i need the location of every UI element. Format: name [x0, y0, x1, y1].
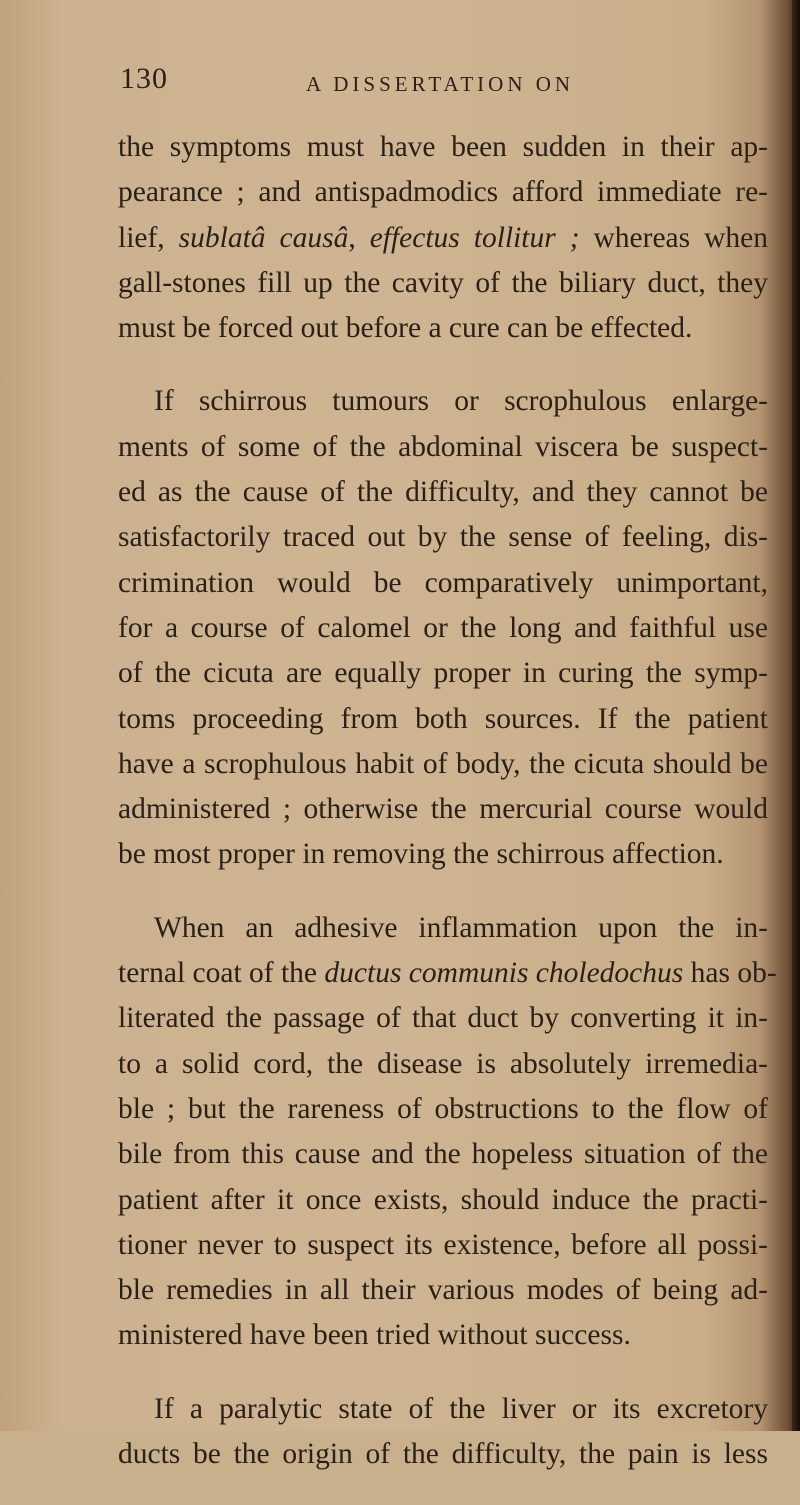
text-run: , — [348, 221, 370, 254]
text-line: ed as the cause of the difficulty, and they cannot be — [118, 476, 768, 509]
page-gutter-edge — [792, 0, 800, 1431]
text-run: whereas when — [579, 221, 768, 254]
paragraph-4 — [118, 1387, 768, 1478]
text-line: ments of some of the abdominal viscera be suspect- — [118, 430, 768, 463]
text-line: tioner never to suspect its existence, before all possi- — [118, 1228, 768, 1261]
text-line: crimination would be comparatively unimportant, — [118, 566, 768, 599]
text-run: has ob- — [683, 957, 777, 990]
latin-phrase: ductus communis choledochus — [324, 957, 684, 990]
paragraph-2 — [118, 379, 768, 877]
text-line: ble remedies in all their various modes of being ad- — [118, 1274, 768, 1307]
text-line: If schirrous tumours or scrophulous enlarge- — [154, 385, 768, 418]
text-line: the symptoms must have been sudden in their ap- — [118, 131, 768, 163]
text-line: If a paralytic state of the liver or its excretory — [154, 1392, 768, 1425]
paragraph-3 — [118, 906, 777, 1359]
body-text — [118, 125, 777, 1505]
latin-phrase: effectus tollitur ; — [369, 221, 580, 254]
latin-phrase: sublatâ causâ — [178, 221, 349, 254]
text-run: ternal coat of the — [118, 957, 325, 990]
text-line: bile from this cause and the hopeless situation of the — [118, 1138, 768, 1171]
text-line — [118, 951, 777, 996]
running-head — [120, 62, 680, 102]
text-line: When an adhesive inflammation upon the in- — [154, 911, 768, 944]
text-line: ducts be the origin of the difficulty, the pain is less — [118, 1438, 768, 1471]
text-line: of the cicuta are equally proper in curing the symp- — [118, 657, 768, 690]
text-line: must be forced out before a cure can be effected. — [118, 312, 693, 345]
text-run: lief, — [118, 221, 179, 254]
text-line: for a course of calomel or the long and faithful use — [118, 611, 768, 644]
text-line: be most proper in removing the schirrous affection. — [118, 838, 724, 871]
text-line: ministered have been tried without success. — [118, 1319, 631, 1352]
text-line: pearance ; and antispadmodics afford immediate re- — [118, 176, 768, 209]
text-line: toms proceeding from both sources. If the patient — [118, 702, 768, 735]
paragraph-1 — [118, 125, 768, 351]
text-line: ble ; but the rareness of obstructions to the flow of — [118, 1092, 768, 1125]
text-line: literated the passage of that duct by converting it in- — [118, 1002, 768, 1035]
text-line — [118, 216, 768, 261]
text-line: patient after it once exists, should induce the practi- — [118, 1183, 768, 1216]
text-line: satisfactorily traced out by the sense of feeling, dis- — [118, 521, 768, 554]
header-title: A DISSERTATION ON — [306, 72, 575, 96]
text-line: have a scrophulous habit of body, the cicuta should be — [118, 747, 768, 780]
text-line: to a solid cord, the disease is absolutely irremedia- — [118, 1047, 768, 1080]
text-line: gall-stones fill up the cavity of the biliary duct, they — [118, 266, 768, 299]
page-number: 130 — [120, 62, 168, 95]
text-line: administered ; otherwise the mercurial course would — [118, 793, 768, 826]
